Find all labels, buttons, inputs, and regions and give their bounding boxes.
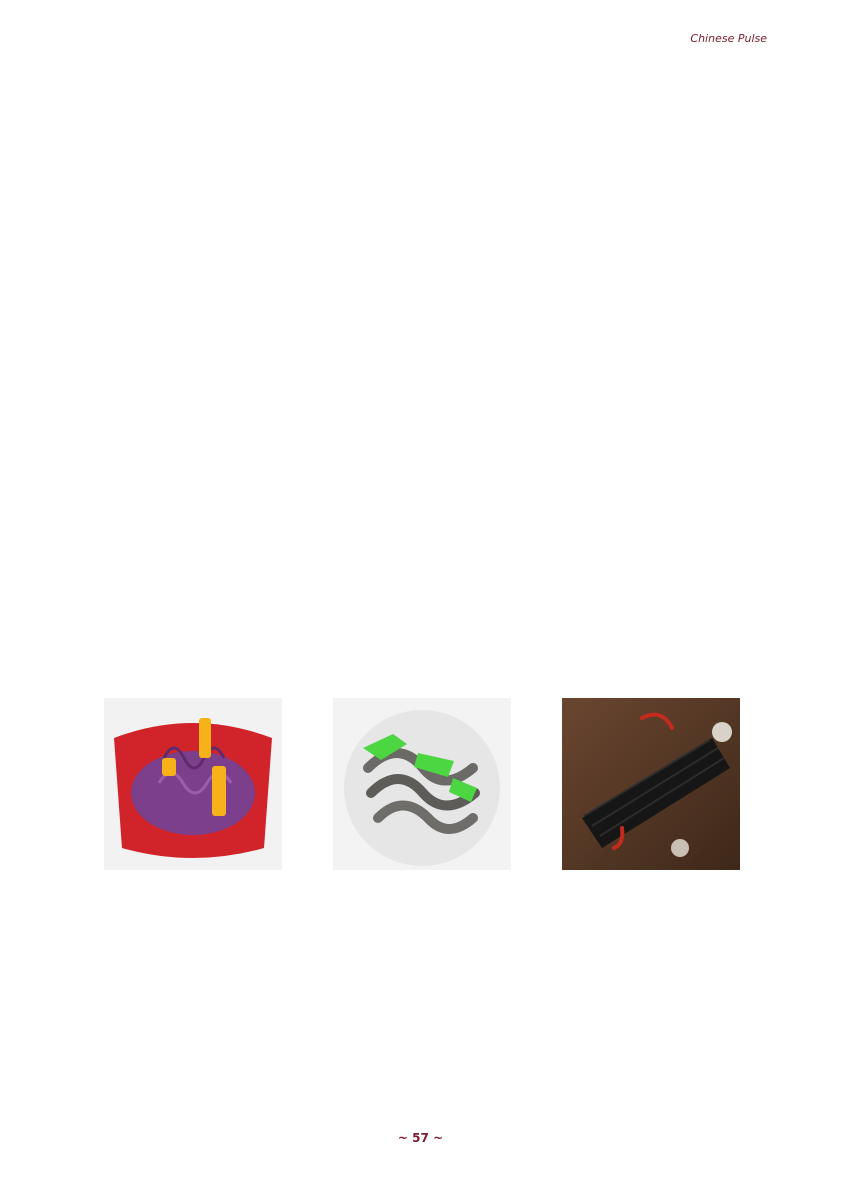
black-noodles-photo <box>562 698 740 870</box>
page-number: ~ 57 ~ <box>397 1131 444 1145</box>
figure-1 <box>104 698 282 884</box>
page-header <box>690 30 767 48</box>
purple-noodles-photo <box>104 698 282 870</box>
figure-3 <box>562 698 740 884</box>
body-text-bottom <box>104 918 740 980</box>
body-text-top <box>104 105 740 198</box>
series-subtitle: Chinese Pulse <box>690 32 767 45</box>
grey-noodles-photo <box>333 698 511 870</box>
figure-row <box>104 698 740 884</box>
figure-2 <box>333 698 511 884</box>
header-title-line <box>690 30 767 48</box>
